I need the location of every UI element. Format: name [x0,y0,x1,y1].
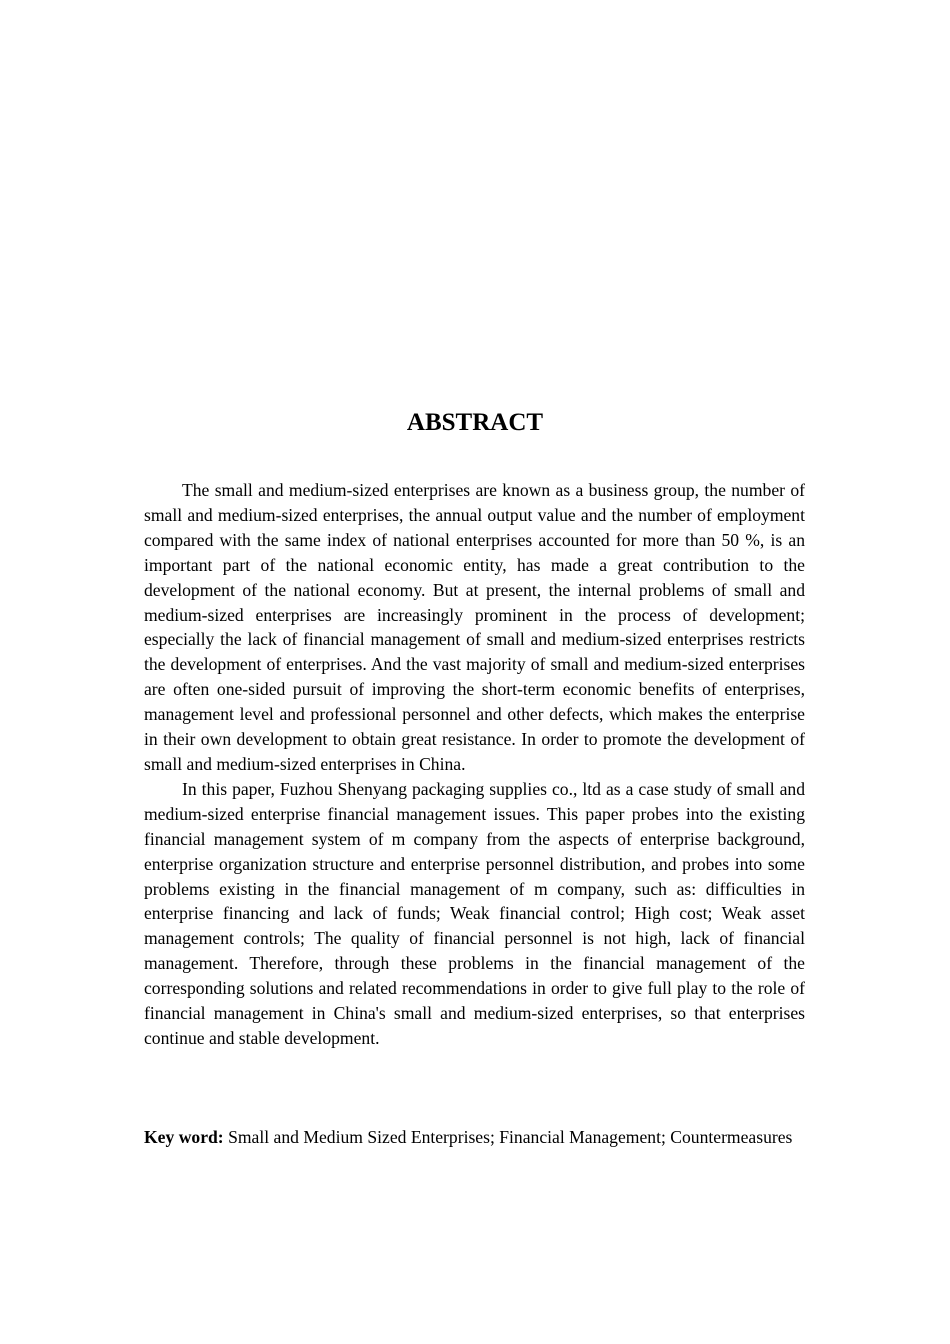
abstract-body [144,478,805,1051]
keywords-label: Key word: [144,1127,224,1147]
abstract-title: ABSTRACT [406,409,544,436]
keywords-line [144,1125,805,1150]
abstract-paragraph-2: In this paper, Fuzhou Shenyang packaging supplies co., ltd as a case study of small and medium-sized enterprise financial management issues. This paper probes into the existing financial management system of m company from the aspects of enterprise background, enterprise organization structure and enterprise personnel distribution, and probes into some problems existing in the financial management of m company, such as: difficulties in enterprise financing and lack of funds; Weak financial control; High cost; Weak asset management controls; The quality of financial personnel is not high, lack of financial management. Therefore, through these problems in the financial management of the corresponding solutions and related recommendations in order to give full play to the role of financial management in China's small and medium-sized enterprises, so that enterprises continue and stable development. [144,778,805,1048]
abstract-paragraph-1: The small and medium-sized enterprises are known as a business group, the number of small and medium-sized enterprises, the annual output value and the number of employment compared with the same index of national enterprises accounted for more than 50 %, is an important part of the national economic entity, has made a great contribution to the development of the national economy. But at present, the internal problems of small and medium-sized enterprises are increasingly prominent in the process of development; especially the lack of financial management of small and medium-sized enterprises restricts the development of enterprises. And the vast majority of small and medium-sized enterprises are often one-sided pursuit of improving the short-term economic benefits of enterprises, management level and professional personnel and other defects, which makes the enterprise in their own development to obtain great resistance. In order to promote the development of small and medium-sized enterprises in China. [144,480,805,774]
keywords-text: Small and Medium Sized Enterprises; Financial Management; Countermeasures [228,1127,793,1147]
